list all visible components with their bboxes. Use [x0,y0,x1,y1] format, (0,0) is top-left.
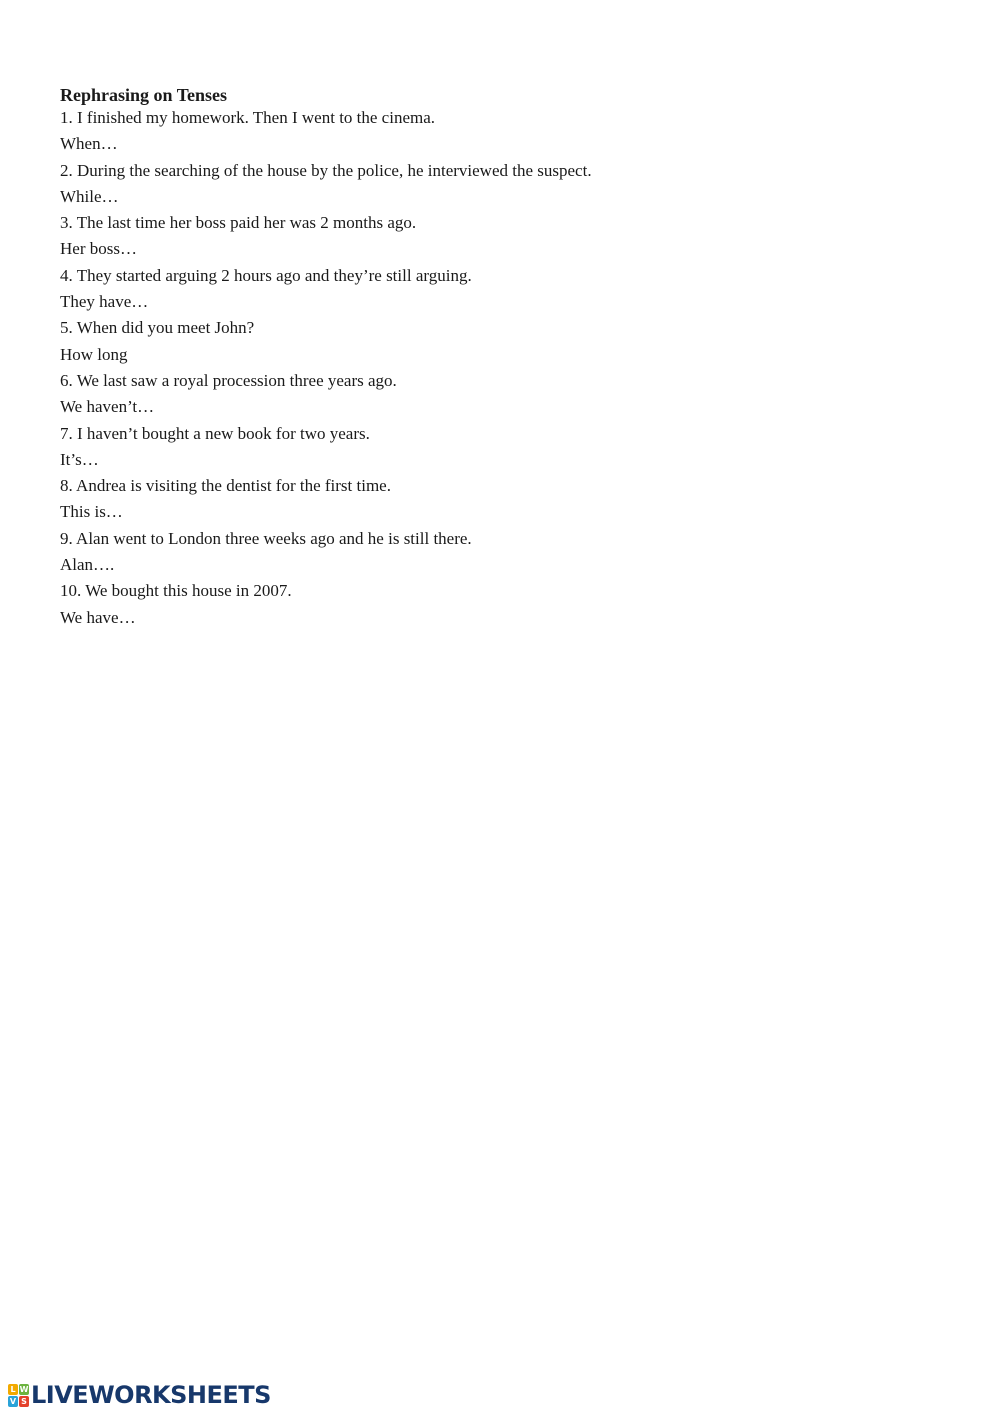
logo-mark-tile: V [9,1396,17,1406]
exercise-sentence: 5. When did you meet John? [60,318,255,338]
logo-mark-tile: S [19,1396,29,1407]
exercise-answer-prompt: When… [60,134,118,154]
exercise-answer-prompt: They have… [60,292,149,312]
exercise-answer-prompt: It’s… [60,449,99,469]
logo-wordmark: LIVEWORKSHEETS [31,1381,271,1409]
exercise-sentence: 10. We bought this house in 2007. [60,581,292,601]
exercise-sentence: 7. I haven’t bought a new book for two years. [60,423,370,443]
liveworksheets-logo-icon [8,1384,29,1407]
logo-mark-tile: L [8,1384,18,1395]
worksheet-lines [60,105,592,631]
worksheet-title: Rephrasing on Tenses [60,85,228,105]
exercise-answer-prompt: While… [60,186,119,206]
exercise-answer-prompt: We have… [60,607,136,627]
exercise-sentence: 4. They started arguing 2 hours ago and they’re still arguing. [60,265,472,285]
exercise-sentence: 9. Alan went to London three weeks ago and he is still there. [60,528,472,548]
exercise-answer-prompt: Her boss… [60,239,137,259]
logo-mark-tile: W [19,1384,29,1394]
exercise-answer-prompt: Alan…. [60,555,115,575]
exercise-answer-prompt: We haven’t… [60,397,155,417]
exercise-sentence: 3. The last time her boss paid her was 2 months ago. [60,213,417,233]
exercise-sentence: 6. We last saw a royal procession three years ago. [60,370,397,390]
exercise-sentence: 8. Andrea is visiting the dentist for the first time. [60,476,391,496]
exercise-answer-prompt: This is… [60,502,123,522]
exercise-sentence: 2. During the searching of the house by the police, he interviewed the suspect. [60,160,592,180]
exercise-sentence: 1. I finished my homework. Then I went to the cinema. [60,108,436,127]
liveworksheets-logo [8,1381,271,1409]
exercise-answer-prompt: How long [60,344,128,364]
